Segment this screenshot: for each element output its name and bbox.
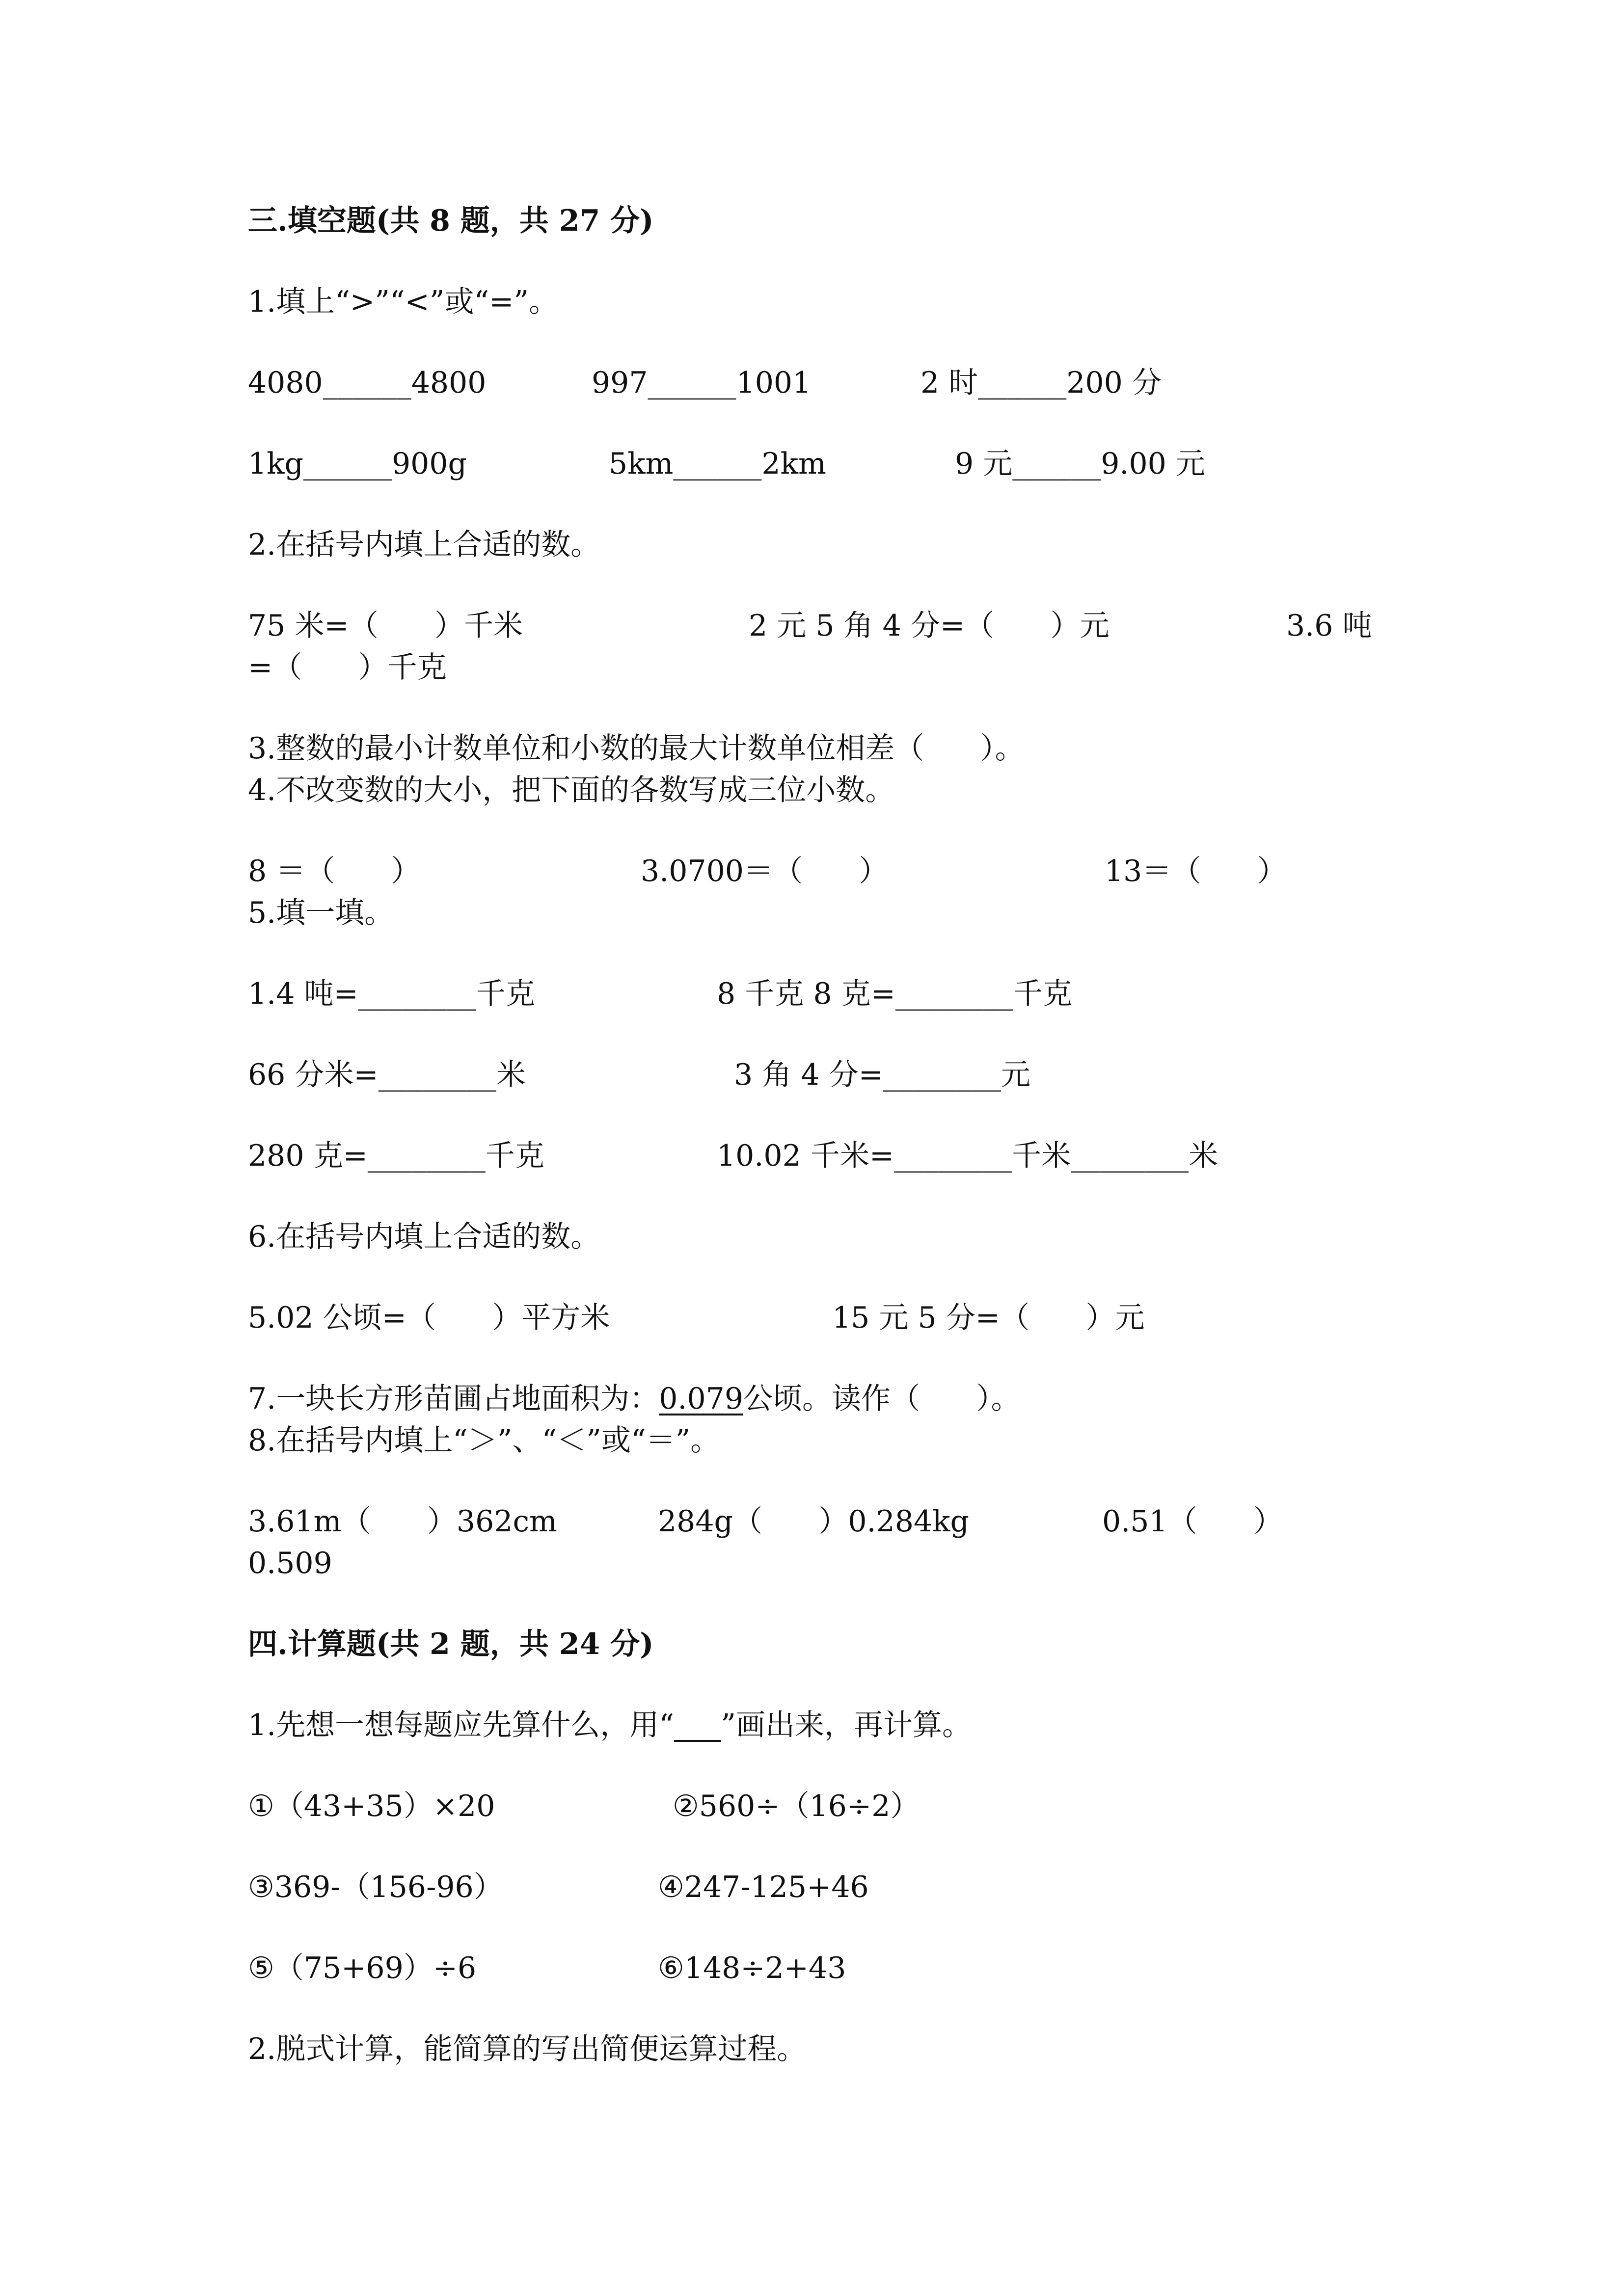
q2-item: 3.6 吨 (1286, 609, 1372, 643)
q4-item: 3.0700＝（ ） (641, 854, 889, 888)
q8-item: 0.51（ ） (1102, 1504, 1283, 1539)
q6-prompt: 6.在括号内填上合适的数。 (248, 1220, 600, 1254)
s4-q1-item: ①（43+35）×20 (248, 1789, 495, 1823)
q5-item: 8 千克 8 克=________千克 (717, 977, 1072, 1011)
q8-item: 3.61m（ ）362cm (248, 1504, 557, 1539)
q5-item: 10.02 千米=________千米________米 (717, 1139, 1218, 1173)
q8-item: 0.509 (248, 1546, 332, 1580)
s4-q1-prompt-after: ”画出来，再计算。 (721, 1708, 972, 1742)
q2-prompt: 2.在括号内填上合适的数。 (248, 528, 600, 562)
section-4-heading: 四.计算题(共 2 题，共 24 分) (248, 1627, 654, 1661)
q5-item: 280 克=________千克 (248, 1139, 544, 1173)
q7-prompt (248, 1379, 1020, 1418)
s4-q1-item: ③369-（156-96） (248, 1870, 503, 1904)
s4-q1-item: ⑥148÷2+43 (658, 1951, 846, 1985)
q5-prompt: 5.填一填。 (248, 896, 394, 930)
q2-item: 2 元 5 角 4 分=（ ）元 (749, 609, 1110, 643)
q7-underlined-value: 0.079 (659, 1382, 744, 1416)
section-3-heading: 三.填空题(共 8 题，共 27 分) (248, 204, 654, 238)
q1-item: 2 时______200 分 (920, 366, 1162, 400)
q1-item: 4080______4800 (248, 366, 487, 400)
q7-prompt-before: 7.一块长方形苗圃占地面积为： (248, 1382, 659, 1416)
s4-q1-item: ⑤（75+69）÷6 (248, 1951, 477, 1985)
s4-q1-item: ④247-125+46 (658, 1870, 869, 1904)
q8-prompt: 8.在括号内填上“＞”、“＜”或“＝”。 (248, 1423, 720, 1458)
q4-item: 8 ＝（ ） (248, 854, 421, 888)
q6-item: 15 元 5 分=（ ）元 (832, 1301, 1145, 1335)
s4-q1-prompt-before: 1.先想一想每题应先算什么，用“ (248, 1708, 674, 1742)
q1-item: 997______1001 (592, 366, 812, 400)
s4-q1-item: ②560÷（16÷2） (673, 1789, 920, 1823)
q1-prompt: 1.填上“>”“<”或“=”。 (248, 285, 559, 319)
q3-prompt: 3.整数的最小计数单位和小数的最大计数单位相差（ ）。 (248, 731, 1025, 766)
q1-item: 1kg______900g (248, 447, 467, 481)
q8-item: 284g（ ）0.284kg (658, 1504, 969, 1539)
q5-item: 3 角 4 分=________元 (734, 1058, 1030, 1092)
q6-item: 5.02 公顷=（ ）平方米 (248, 1301, 610, 1335)
s4-q1-underline-sample (674, 1708, 721, 1742)
q1-item: 5km______2km (609, 447, 826, 481)
q4-prompt: 4.不改变数的大小，把下面的各数写成三位小数。 (248, 773, 895, 807)
s4-q1-prompt (248, 1706, 972, 1745)
s4-q2-prompt: 2.脱式计算，能简算的写出简便运算过程。 (248, 2032, 807, 2066)
q7-prompt-after: 公顷。读作（ ）。 (743, 1382, 1021, 1416)
q1-item: 9 元______9.00 元 (955, 447, 1205, 481)
q2-item: =（ ）千克 (248, 650, 447, 685)
q4-item: 13＝（ ） (1105, 854, 1287, 888)
q5-item: 1.4 吨=________千克 (248, 977, 535, 1011)
q5-item: 66 分米=________米 (248, 1058, 526, 1092)
q2-item: 75 米=（ ）千米 (248, 609, 523, 643)
